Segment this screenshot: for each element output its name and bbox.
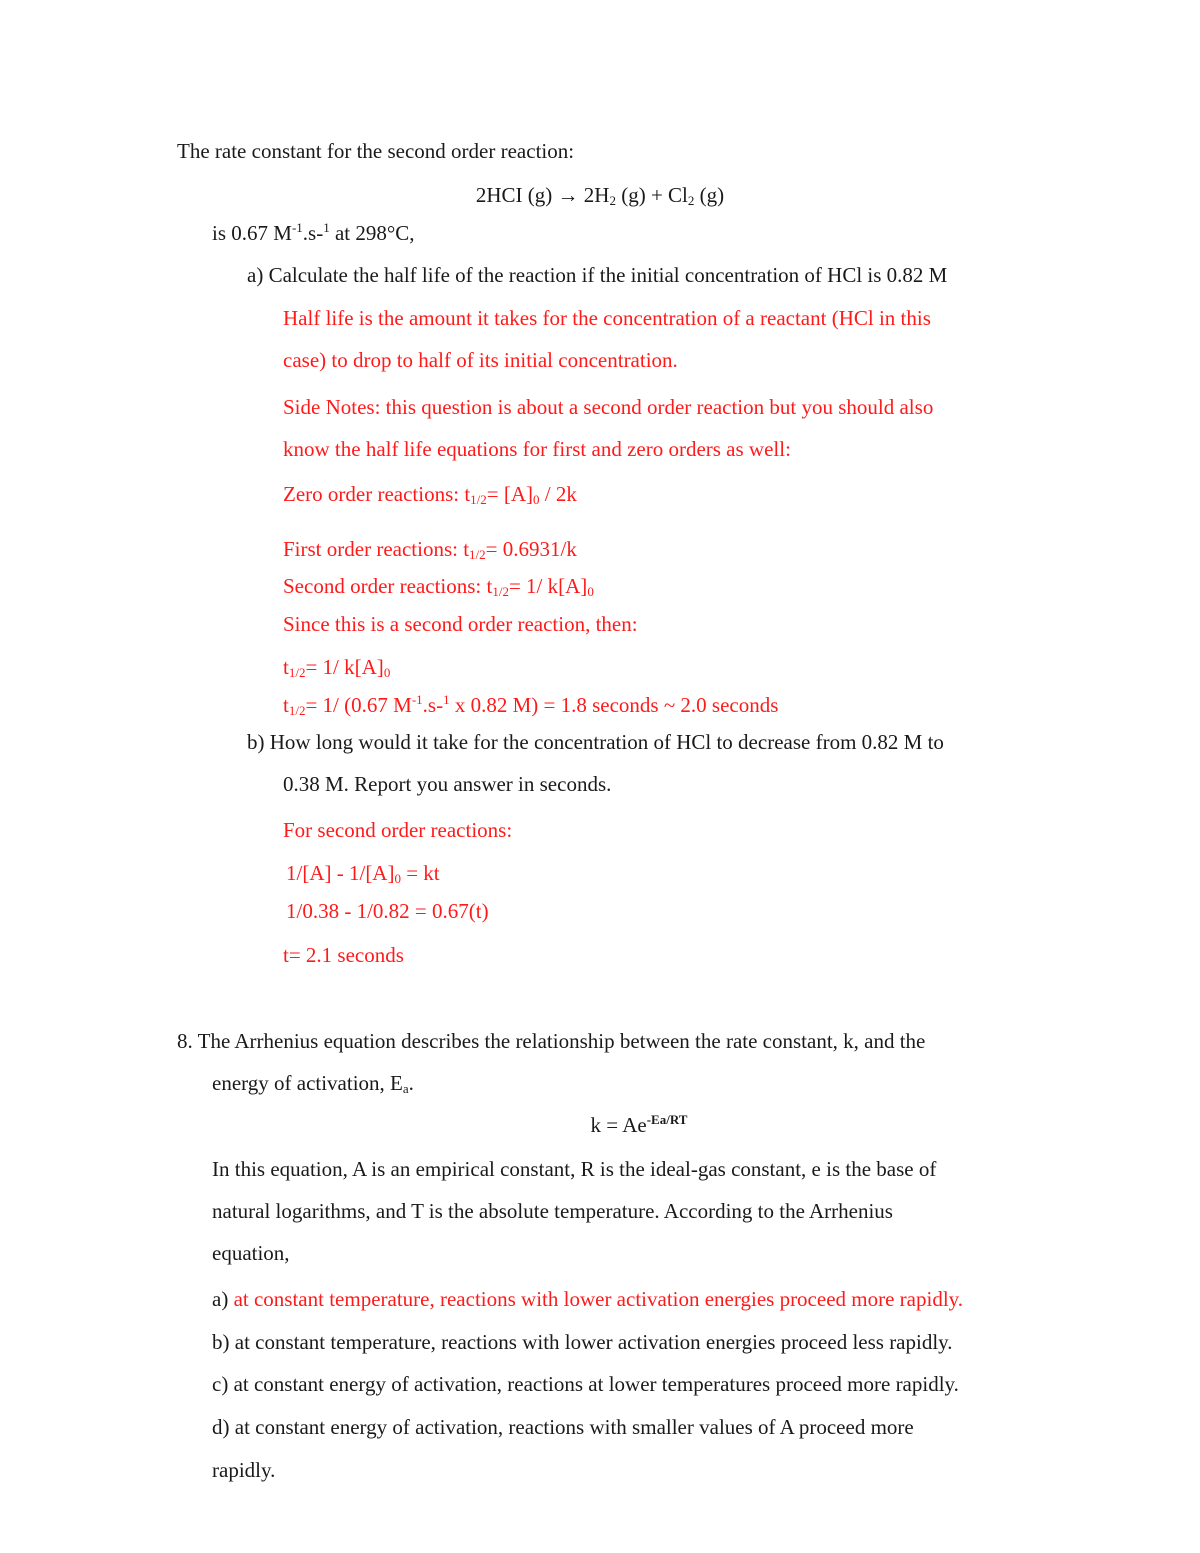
half-life-calculation: $t_{1/2}= 1/$ (0.67 $M^{-1}.s-^1$ x 0.82 M) = 1.8 seconds ~ 2.0 seconds [283, 692, 779, 718]
half-life-definition-line1: Half life is the amount it takes for the concentration of a reactant (HCl in this [283, 306, 931, 330]
since-statement: Since this is a second order reaction, then: [283, 612, 638, 636]
arrhenius-equation: $k = Ae^{-Ea/RT}$ [590, 1112, 688, 1137]
q8-desc-line3: equation, [212, 1241, 290, 1265]
reaction-equation: 2HCI $(g) \to 2H_2$ $(g) + Cl_2$ (g) [475, 183, 725, 208]
option-a: a) at constant temperature, reactions with lower activation energies proceed more rapidly. [212, 1287, 964, 1311]
question-intro: The rate constant for the second order reaction: [177, 139, 575, 163]
integrated-rate-law: $1/[A] - 1/[A]_0$ = kt [286, 861, 440, 886]
side-notes-line2: know the half life equations for first and zero orders as well: [283, 437, 791, 461]
option-d-line2: rapidly. [212, 1458, 276, 1482]
option-c: c) at constant energy of activation, reactions at lower temperatures proceed more rapidly. [212, 1372, 959, 1396]
option-d-line1: d) at constant energy of activation, reactions with smaller values of A proceed more [212, 1415, 914, 1439]
part-b-question-line1: b) How long would it take for the concentration of HCl to decrease from 0.82 M to [247, 730, 944, 754]
part-a-question: a) Calculate the half life of the reaction if the initial concentration of HCl is 0.82 M [247, 263, 948, 287]
for-second-order-heading: For second order reactions: [283, 818, 513, 842]
option-b: b) at constant temperature, reactions with lower activation energies proceed less rapidly. [212, 1330, 953, 1354]
q8-line1: 8. The Arrhenius equation describes the relationship between the rate constant, k, and the [177, 1029, 926, 1053]
half-life-formula: $t_{1/2}= 1/$ $k[A]_0$ [283, 655, 391, 680]
half-life-definition-line2: case) to drop to half of its initial concentration. [283, 348, 678, 372]
first-order-equation: First order reactions: $t_{1/2}= 0.6931/k$ [283, 537, 577, 562]
integrated-rate-substitution: 1/0.38 - 1/0.82 = 0.67(t) [286, 899, 489, 923]
q8-line2: energy of activation, $E_a$. [212, 1071, 414, 1096]
rate-constant-line: is 0.67 $M^{-1}.s-^1$ at 298°C, [212, 220, 415, 245]
side-notes-line1: Side Notes: this question is about a second order reaction but you should also [283, 395, 934, 419]
part-b-answer: t= 2.1 seconds [283, 943, 404, 967]
part-b-question-line2: 0.38 M. Report you answer in seconds. [283, 772, 612, 796]
q8-desc-line1: In this equation, A is an empirical constant, R is the ideal-gas constant, e is the base of [212, 1157, 937, 1181]
q8-desc-line2: natural logarithms, and T is the absolute temperature. According to the Arrhenius [212, 1199, 893, 1223]
zero-order-equation: Zero order reactions: $t_{1/2}= [A]_0 / 2k$ [283, 482, 577, 507]
option-a-answer: at constant temperature, reactions with lower activation energies proceed more rapidly. [233, 1287, 964, 1311]
second-order-equation: Second order reactions: $t_{1/2}= 1/$ $k[A]_0$ [283, 574, 594, 599]
